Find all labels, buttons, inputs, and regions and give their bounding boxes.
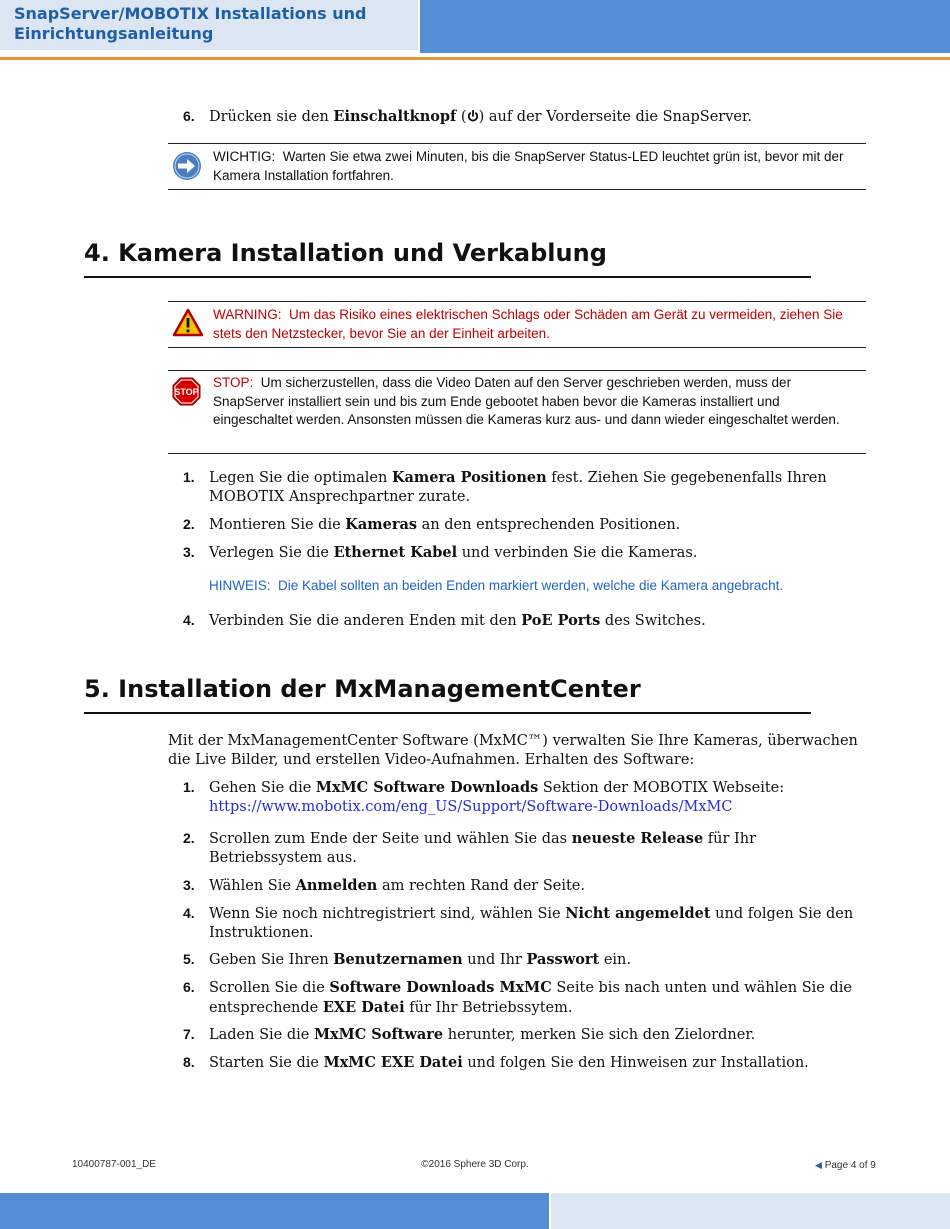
section-4-heading: 4. Kamera Installation und Verkablung [84, 239, 607, 267]
mobotix-download-link[interactable]: https://www.mobotix.com/eng_US/Support/Software-Downloads/MxMC [209, 799, 733, 815]
step-text: Scrollen Sie die Software Downloads MxMC Seite bis nach unten und wählen Sie die entsprechende EXE Datei für Ihr Betriebssytem. [209, 979, 852, 1016]
step-number: 2. [183, 830, 195, 846]
step-number: 4. [183, 905, 195, 921]
step-number: 7. [183, 1026, 195, 1042]
step-text: Verlegen Sie die Ethernet Kabel und verbinden Sie die Kameras. [209, 544, 698, 561]
step-text: Starten Sie die MxMC EXE Datei und folgen Sie den Hinweisen zur Installation. [209, 1054, 809, 1071]
step-number: 6. [183, 108, 195, 124]
step-number: 3. [183, 877, 195, 893]
warning-note [168, 301, 866, 348]
header-title-box [0, 0, 418, 50]
stop-note [168, 370, 866, 454]
warning-note-text: WARNING: Um das Risiko eines elektrischen Schlags oder Schäden am Gerät zu vermeiden, ziehen Sie stets den Netzstecker, bevor Sie an der Einheit arbeiten. [213, 307, 843, 341]
step-number: 3. [183, 544, 195, 560]
section-5-intro: Mit der MxManagementCenter Software (MxMC™) verwalten Sie Ihre Kameras, überwachen die Live Bilder, und erstellen Video-Aufnahmen. Erhalten des Software: [168, 733, 858, 768]
header-blue-bar [420, 0, 950, 53]
section-5-rule [84, 712, 811, 714]
step-text: Laden Sie die MxMC Software herunter, merken Sie sich den Zielordner. [209, 1026, 756, 1043]
step-text: Wählen Sie Anmelden am rechten Rand der Seite. [209, 877, 585, 894]
section-4-rule [84, 276, 811, 278]
step-text: Montieren Sie die Kameras an den entsprechenden Positionen. [209, 516, 681, 533]
stop-note-text: STOP: Um sicherzustellen, dass die Video Daten auf den Server geschrieben werden, muss der SnapServer installiert sein und bis zum Ende gebootet haben bevor die Kameras installiert und eingeschaltet werden. Ansonsten müssen die Kameras kurz aus- und dann wieder eingeschaltet werden. [213, 375, 840, 427]
step-number: 5. [183, 951, 195, 967]
section-5-heading: 5. Installation der MxManagementCenter [84, 675, 641, 703]
header-orange-rule [0, 57, 950, 60]
footer-page-nav [815, 1159, 885, 1172]
step-text: Scrollen zum Ende der Seite und wählen Sie das neueste Release für Ihr Betriebssystem aus. [209, 830, 757, 866]
step-number: 1. [183, 779, 195, 795]
footer-pale-bar [551, 1193, 950, 1229]
step-number: 8. [183, 1054, 195, 1070]
triangle-left-icon[interactable]: ◀ [815, 1160, 822, 1170]
arrow-right-icon [172, 151, 202, 181]
step-text: Drücken sie den Einschaltknopf ( ) auf der Vorderseite die SnapServer. [209, 108, 752, 125]
step-text: Verbinden Sie die anderen Enden mit den PoE Ports des Switches. [209, 612, 706, 629]
power-icon [467, 110, 479, 122]
step-number: 6. [183, 979, 195, 995]
step-text: Gehen Sie die MxMC Software Downloads Sektion der MOBOTIX Webseite: https://www.mobotix.com/eng_US/Support/Software-Downloads/MxMC [209, 779, 785, 815]
warning-triangle-icon [172, 308, 204, 338]
footer-blue-bar [0, 1193, 549, 1229]
footer-page-number: Page 4 of 9 [824, 1160, 876, 1171]
step-text: Wenn Sie noch nichtregistriert sind, wählen Sie Nicht angemeldet und folgen Sie den Instruktionen. [209, 905, 854, 941]
footer-doc-id: 10400787-001_DE [72, 1159, 156, 1170]
important-note-text: WICHTIG: Warten Sie etwa zwei Minuten, bis die SnapServer Status-LED leuchtet grün ist, bevor mit der Kamera Installation fortfahren. [213, 149, 844, 183]
stop-sign-label: STOP [174, 387, 199, 398]
footer-copyright: ©2016 Sphere 3D Corp. [421, 1159, 529, 1170]
step-number: 2. [183, 516, 195, 532]
step-number: 4. [183, 612, 195, 628]
document-title: SnapServer/MOBOTIX Installations und Einrichtungsanleitung [14, 4, 367, 43]
step-text: Legen Sie die optimalen Kamera Positionen fest. Ziehen Sie gegebenenfalls Ihren MOBOTIX Ansprechpartner zurate. [209, 469, 827, 505]
hint-note: HINWEIS: Die Kabel sollten an beiden Enden markiert werden, welche die Kamera angebracht. [209, 578, 784, 593]
stop-sign-icon [172, 377, 201, 406]
important-note [168, 143, 866, 190]
step-text: Geben Sie Ihren Benutzernamen und Ihr Passwort ein. [209, 951, 631, 968]
step-number: 1. [183, 469, 195, 485]
